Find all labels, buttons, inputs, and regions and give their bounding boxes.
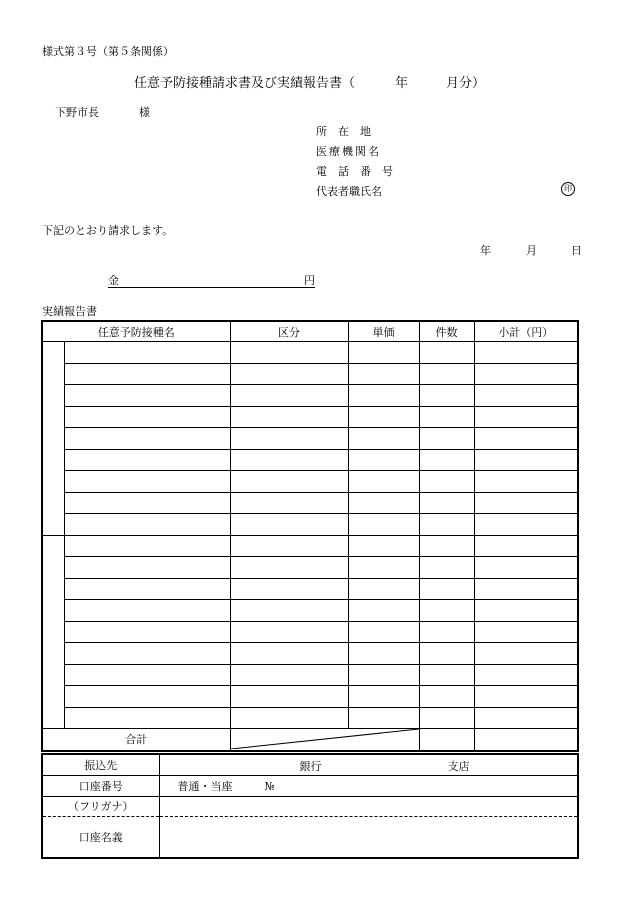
category-cell[interactable] [230,707,348,729]
vaccine-cell[interactable] [64,621,230,643]
bank-word: 銀行 [299,760,322,773]
category-cell[interactable] [230,643,348,665]
page-title [134,72,485,91]
header-unit-price: 単価 [348,321,419,342]
unit-price-cell[interactable] [348,342,419,364]
subtotal-cell[interactable] [474,385,578,407]
count-cell[interactable] [419,707,474,729]
table-row[interactable] [42,342,578,364]
group-cell [42,535,64,729]
institution-label: 医療機関名 [316,145,381,158]
transfer-cell[interactable] [159,754,578,775]
bank-row-transfer [42,754,578,775]
category-cell[interactable] [230,535,348,557]
addressee-honorific: 様 [139,106,150,119]
unit-price-cell[interactable] [348,492,419,514]
category-cell[interactable] [230,621,348,643]
seal-mark [561,182,575,196]
vaccine-cell[interactable] [64,643,230,665]
subtotal-cell[interactable] [474,686,578,708]
unit-price-cell[interactable] [348,363,419,385]
table-row[interactable] [42,707,578,729]
unit-price-cell[interactable] [348,535,419,557]
subtotal-cell[interactable] [474,578,578,600]
count-cell[interactable] [419,621,474,643]
subtotal-cell[interactable] [474,492,578,514]
category-cell[interactable] [230,342,348,364]
subtotal-cell[interactable] [474,428,578,450]
count-cell[interactable] [419,471,474,493]
vaccine-cell[interactable] [64,514,230,536]
category-cell[interactable] [230,428,348,450]
title-main: 任意予防接種請求書及び実績報告書（ [134,76,356,91]
unit-price-cell[interactable] [348,471,419,493]
subtotal-cell[interactable] [474,621,578,643]
table-row[interactable] [42,514,578,536]
unit-price-cell[interactable] [348,449,419,471]
bank-row-holder [42,816,578,858]
count-cell[interactable] [419,492,474,514]
category-cell[interactable] [230,406,348,428]
table-row[interactable] [42,449,578,471]
category-cell[interactable] [230,449,348,471]
count-cell[interactable] [419,664,474,686]
subtotal-cell[interactable] [474,664,578,686]
unit-price-cell[interactable] [348,385,419,407]
bank-row-furigana [42,796,578,816]
subtotal-cell[interactable] [474,557,578,579]
branch-word: 支店 [447,760,470,773]
vaccine-cell[interactable] [64,342,230,364]
vaccine-cell[interactable] [64,707,230,729]
unit-price-cell[interactable] [348,600,419,622]
category-cell[interactable] [230,385,348,407]
furigana-label: （フリガナ） [42,796,159,816]
count-cell[interactable] [419,363,474,385]
bank-row-account [42,775,578,796]
count-cell[interactable] [419,600,474,622]
table-row[interactable] [42,643,578,665]
category-cell[interactable] [230,514,348,536]
unit-price-cell[interactable] [348,406,419,428]
bank-table [41,753,579,859]
unit-price-cell[interactable] [348,664,419,686]
vaccine-cell[interactable] [64,492,230,514]
form-number: 様式第３号（第５条関係） [42,45,174,58]
address-label: 所 在 地 [316,125,371,138]
amount-line[interactable] [108,272,315,288]
unit-price-cell[interactable] [348,686,419,708]
vaccine-cell[interactable] [64,600,230,622]
table-row[interactable] [42,621,578,643]
vaccine-cell[interactable] [64,428,230,450]
request-text: 下記のとおり請求します。 [42,224,174,237]
count-cell[interactable] [419,385,474,407]
table-row[interactable] [42,385,578,407]
date-year: 年 [480,244,491,257]
vaccine-cell[interactable] [64,664,230,686]
report-header-row [42,321,578,342]
phone-label: 電 話 番 号 [316,165,393,178]
subtotal-cell[interactable] [474,363,578,385]
table-row[interactable] [42,535,578,557]
category-cell[interactable] [230,664,348,686]
table-row[interactable] [42,406,578,428]
representative-label: 代表者職氏名 [316,185,382,198]
vaccine-cell[interactable] [64,578,230,600]
vaccine-cell[interactable] [64,471,230,493]
header-subtotal: 小計（円） [474,321,578,342]
unit-price-cell[interactable] [348,707,419,729]
table-row[interactable] [42,686,578,708]
category-cell[interactable] [230,600,348,622]
count-cell[interactable] [419,535,474,557]
seal-text: 印 [564,184,572,193]
account-no-label: 口座番号 [42,775,159,796]
account-type: 普通・当座 [177,779,233,793]
amount-prefix: 金 [108,274,119,287]
diagonal-line [231,729,419,749]
furigana-cell[interactable] [159,796,578,816]
vaccine-cell[interactable] [64,385,230,407]
count-cell[interactable] [419,449,474,471]
category-cell[interactable] [230,492,348,514]
unit-price-cell[interactable] [348,557,419,579]
unit-price-cell[interactable] [348,514,419,536]
date-day: 日 [571,244,582,257]
addressee [55,104,150,120]
vaccine-cell[interactable] [64,557,230,579]
subtotal-cell[interactable] [474,514,578,536]
subtotal-cell[interactable] [474,707,578,729]
holder-cell[interactable] [159,816,578,858]
vaccine-cell[interactable] [64,449,230,471]
total-amount-cell[interactable] [474,729,578,751]
count-cell[interactable] [419,406,474,428]
total-diagonal-cell [230,729,419,751]
category-cell[interactable] [230,686,348,708]
header-vaccine-name: 任意予防接種名 [42,321,230,342]
subtotal-cell[interactable] [474,600,578,622]
report-heading: 実績報告書 [42,305,97,318]
category-cell[interactable] [230,578,348,600]
subtotal-cell[interactable] [474,471,578,493]
total-label: 合計 [42,729,230,751]
count-cell[interactable] [419,342,474,364]
vaccine-cell[interactable] [64,535,230,557]
count-cell[interactable] [419,686,474,708]
no-mark: № [264,779,275,793]
header-count: 件数 [419,321,474,342]
title-year: 年 [395,76,409,91]
category-cell[interactable] [230,557,348,579]
category-cell[interactable] [230,471,348,493]
subtotal-cell[interactable] [474,643,578,665]
subtotal-cell[interactable] [474,449,578,471]
total-row [42,729,578,751]
count-cell[interactable] [419,428,474,450]
title-month-part: 月分） [446,76,486,91]
header-category: 区分 [230,321,348,342]
total-count-cell[interactable] [419,729,474,751]
table-row[interactable] [42,492,578,514]
category-cell[interactable] [230,363,348,385]
count-cell[interactable] [419,557,474,579]
count-cell[interactable] [419,514,474,536]
holder-label: 口座名義 [42,816,159,858]
table-row[interactable] [42,600,578,622]
vaccine-cell[interactable] [64,406,230,428]
addressee-name: 下野市長 [55,106,99,119]
count-cell[interactable] [419,643,474,665]
unit-price-cell[interactable] [348,428,419,450]
subtotal-cell[interactable] [474,535,578,557]
transfer-label: 振込先 [42,754,159,775]
group-cell [42,342,64,536]
table-row[interactable] [42,578,578,600]
table-row[interactable] [42,664,578,686]
vaccine-cell[interactable] [64,363,230,385]
table-row[interactable] [42,428,578,450]
account-no-cell[interactable] [159,775,578,796]
unit-price-cell[interactable] [348,621,419,643]
unit-price-cell[interactable] [348,578,419,600]
unit-price-cell[interactable] [348,643,419,665]
vaccine-cell[interactable] [64,686,230,708]
date-month: 月 [526,244,537,257]
table-row[interactable] [42,471,578,493]
count-cell[interactable] [419,578,474,600]
subtotal-cell[interactable] [474,342,578,364]
report-table [41,320,579,752]
table-row[interactable] [42,557,578,579]
subtotal-cell[interactable] [474,406,578,428]
table-row[interactable] [42,363,578,385]
amount-suffix: 円 [304,274,315,287]
